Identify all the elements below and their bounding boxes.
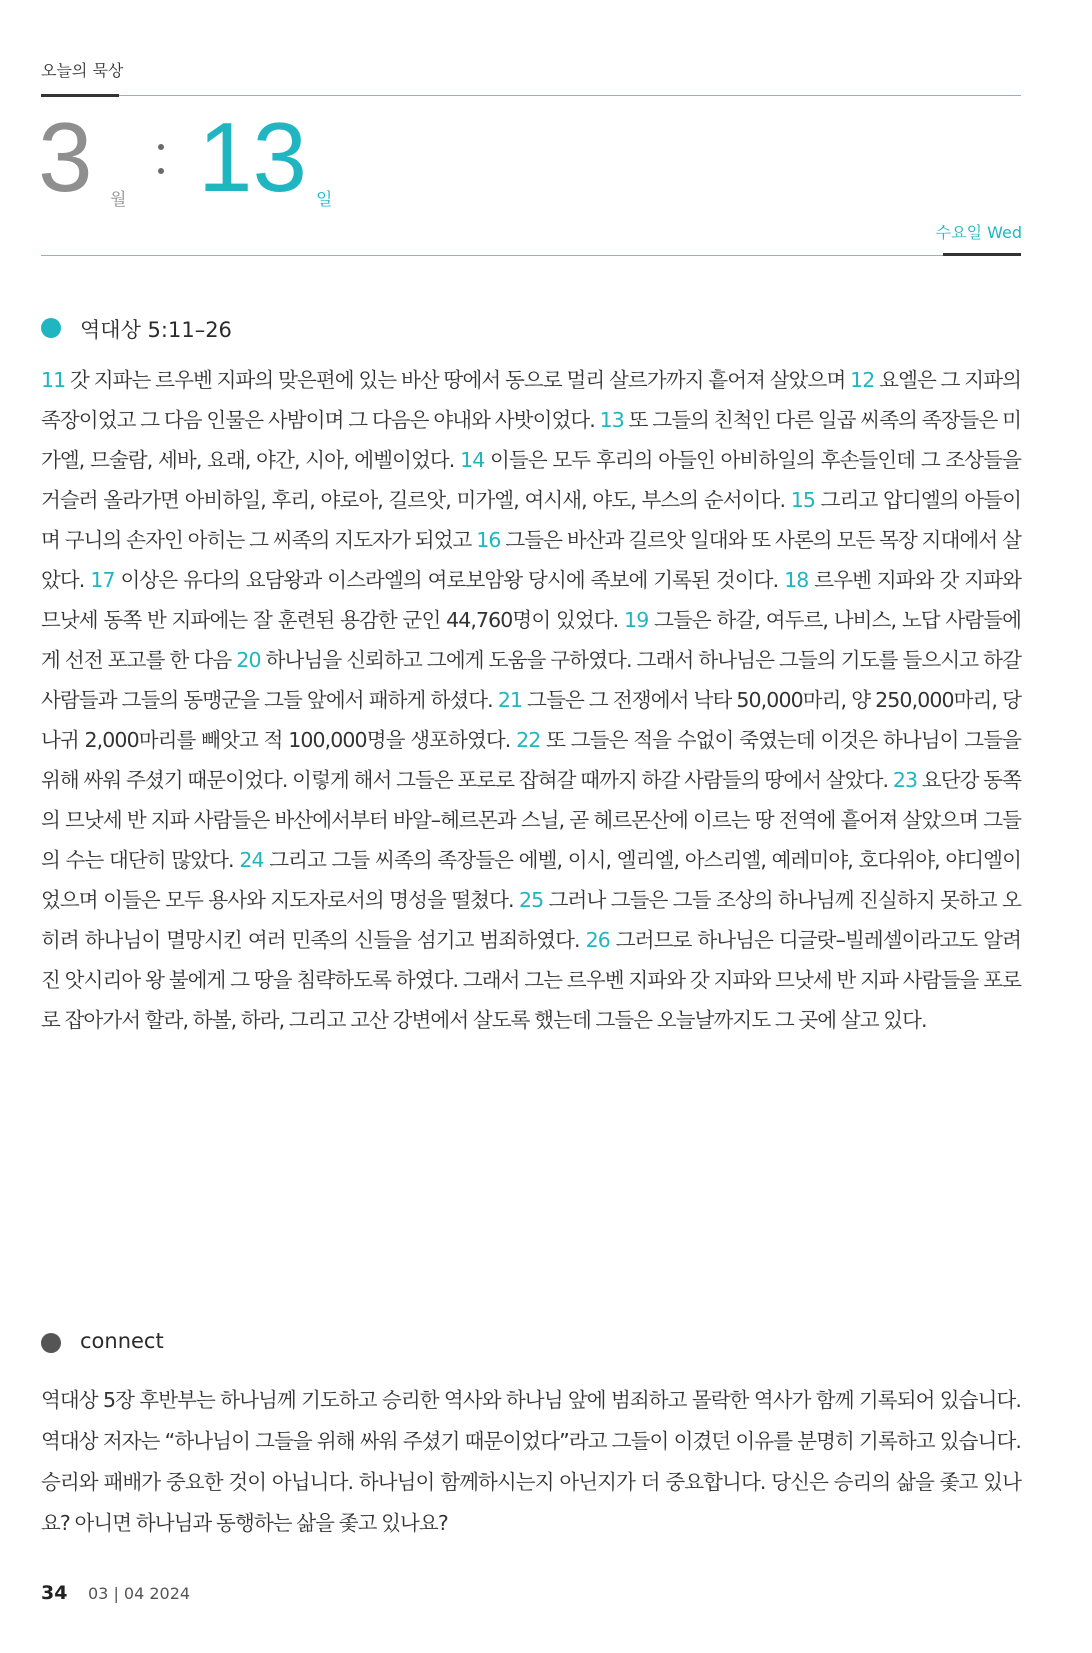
passage-reference: 역대상 5:11–26 xyxy=(80,318,232,342)
header-accent-rule xyxy=(41,94,119,97)
verse-text: 그러므로 하나님은 디글랏–빌레셀이라고도 알려진 앗시리아 왕 불에게 그 땅을 침략하도록 하였다. 그래서 그는 르우벤 지파와 갓 지파와 므낫세 반 지파 사람들을 포로로 잡아가서 할라, 하볼, 하라, 그리고 고산 강변에서 살도록 했는데 그들은 오늘날까지도 그 곳에 살고 있다. xyxy=(41,928,1021,1032)
page-number: 34 xyxy=(41,1582,68,1604)
verse-number: 18 xyxy=(784,568,809,592)
date-colon xyxy=(158,144,164,188)
connect-body: 역대상 5장 후반부는 하나님께 기도하고 승리한 역사와 하나님 앞에 범죄하고 몰락한 역사가 함께 기록되어 있습니다. 역대상 저자는 “하나님이 그들을 위해 싸워 주셨기 때문이었다”라고 그들이 이겼던 이유를 분명히 기록하고 있습니다. 승리와 패배가 중요한 것이 아닙니다. 하나님이 함께하시는지 아닌지가 더 중요합니다. 당신은 승리의 삶을 좇고 있나요? 아니면 하나님과 동행하는 삶을 좇고 있나요? xyxy=(41,1388,1021,1535)
verse-number: 14 xyxy=(460,448,485,472)
month-number: 3 xyxy=(38,102,93,212)
colon-dot-top xyxy=(158,144,164,150)
passage-bullet-icon xyxy=(41,318,61,338)
verse-number: 11 xyxy=(41,368,66,392)
verse-text: 요엘은 그 지파의 족장이었고 그 다음 인물은 사밤이며 그 다음은 야내와 사밧이었다. xyxy=(41,368,1021,432)
verse-number: 20 xyxy=(236,648,261,672)
date-divider xyxy=(41,255,1021,256)
section-label: 오늘의 묵상 xyxy=(41,61,124,80)
connect-bullet-icon xyxy=(41,1333,61,1353)
verse-number: 26 xyxy=(585,928,610,952)
verse-number: 12 xyxy=(850,368,875,392)
verse-text: 하나님을 신뢰하고 그에게 도움을 구하였다. 그래서 하나님은 그들의 기도를 들으시고 하갈 사람들과 그들의 동맹군을 그들 앞에서 패하게 하셨다. xyxy=(41,648,1021,712)
verse-text: 그들은 바산과 길르앗 일대와 또 사론의 모든 목장 지대에서 살았다. xyxy=(41,528,1021,592)
weekday: 수요일 Wed xyxy=(935,223,1022,242)
verse-text: 그리고 압디엘의 아들이며 구니의 손자인 아히는 그 씨족의 지도자가 되었고 xyxy=(41,488,1021,552)
verse-text: 르우벤 지파와 갓 지파와 므낫세 동쪽 반 지파에는 잘 훈련된 용감한 군인 44,760명이 있었다. xyxy=(41,568,1021,632)
verse-number: 22 xyxy=(516,728,541,752)
weekday-accent-rule xyxy=(943,253,1021,256)
verse-text: 또 그들의 친척인 다른 일곱 씨족의 족장들은 미가엘, 므술람, 세바, 요래, 야간, 시아, 에벨이었다. xyxy=(41,408,1021,472)
verse-text: 갓 지파는 르우벤 지파의 맞은편에 있는 바산 땅에서 동으로 멀리 살르가까지 흩어져 살았으며 xyxy=(65,368,851,392)
verse-text: 또 그들은 적을 수없이 죽였는데 이것은 하나님이 그들을 위해 싸워 주셨기 때문이었다. 이렇게 해서 그들은 포로로 잡혀갈 때까지 하갈 사람들의 땅에서 살았다. xyxy=(41,728,1022,792)
verse-text: 이상은 유다의 요담왕과 이스라엘의 여로보암왕 당시에 족보에 기록된 것이다. xyxy=(114,568,785,592)
verse-number: 15 xyxy=(790,488,816,512)
verse-number: 21 xyxy=(497,688,523,712)
verse-text: 그러나 그들은 그들 조상의 하나님께 진실하지 못하고 오히려 하나님이 멸망시킨 여러 민족의 신들을 섬기고 범죄하였다. xyxy=(41,888,1022,952)
verse-number: 13 xyxy=(599,408,624,432)
day-number: 13 xyxy=(198,102,308,212)
verse-number: 19 xyxy=(624,608,649,632)
verse-text: 그들은 그 전쟁에서 낙타 50,000마리, 양 250,000마리, 당나귀 2,000마리를 빼앗고 적 100,000명을 생포하였다. xyxy=(41,688,1021,752)
month-unit: 월 xyxy=(110,190,127,210)
verse-text: 이들은 모두 후리의 아들인 아비하일의 후손들인데 그 조상들을 거슬러 올라가면 아비하일, 후리, 야로아, 길르앗, 미가엘, 여시새, 야도, 부스의 순서이다. xyxy=(41,448,1021,512)
verse-text: 그리고 그들 씨족의 족장들은 에벨, 이시, 엘리엘, 아스리엘, 예레미야, 호다위야, 야디엘이었으며 이들은 모두 용사와 지도자로서의 명성을 떨쳤다. xyxy=(41,848,1021,912)
colon-dot-bottom xyxy=(158,168,164,174)
verse-text: 요단강 동쪽의 므낫세 반 지파 사람들은 바산에서부터 바알–헤르몬과 스닐, 곧 헤르몬산에 이르는 땅 전역에 흩어져 살았으며 그들의 수는 대단히 많았다. xyxy=(41,768,1021,872)
connect-heading: connect xyxy=(80,1329,164,1353)
verse-number: 16 xyxy=(476,528,501,552)
issue-label: 03 | 04 2024 xyxy=(88,1584,191,1603)
header-divider xyxy=(41,95,1021,96)
verse-text: 그들은 하갈, 여두르, 나비스, 노답 사람들에게 선전 포고를 한 다음 xyxy=(41,608,1021,672)
verse-number: 17 xyxy=(90,568,115,592)
verse-number: 23 xyxy=(892,768,918,792)
scripture-text xyxy=(41,360,1021,1040)
day-unit: 일 xyxy=(316,190,333,210)
verse-number: 25 xyxy=(518,888,544,912)
verse-number: 24 xyxy=(239,848,264,872)
